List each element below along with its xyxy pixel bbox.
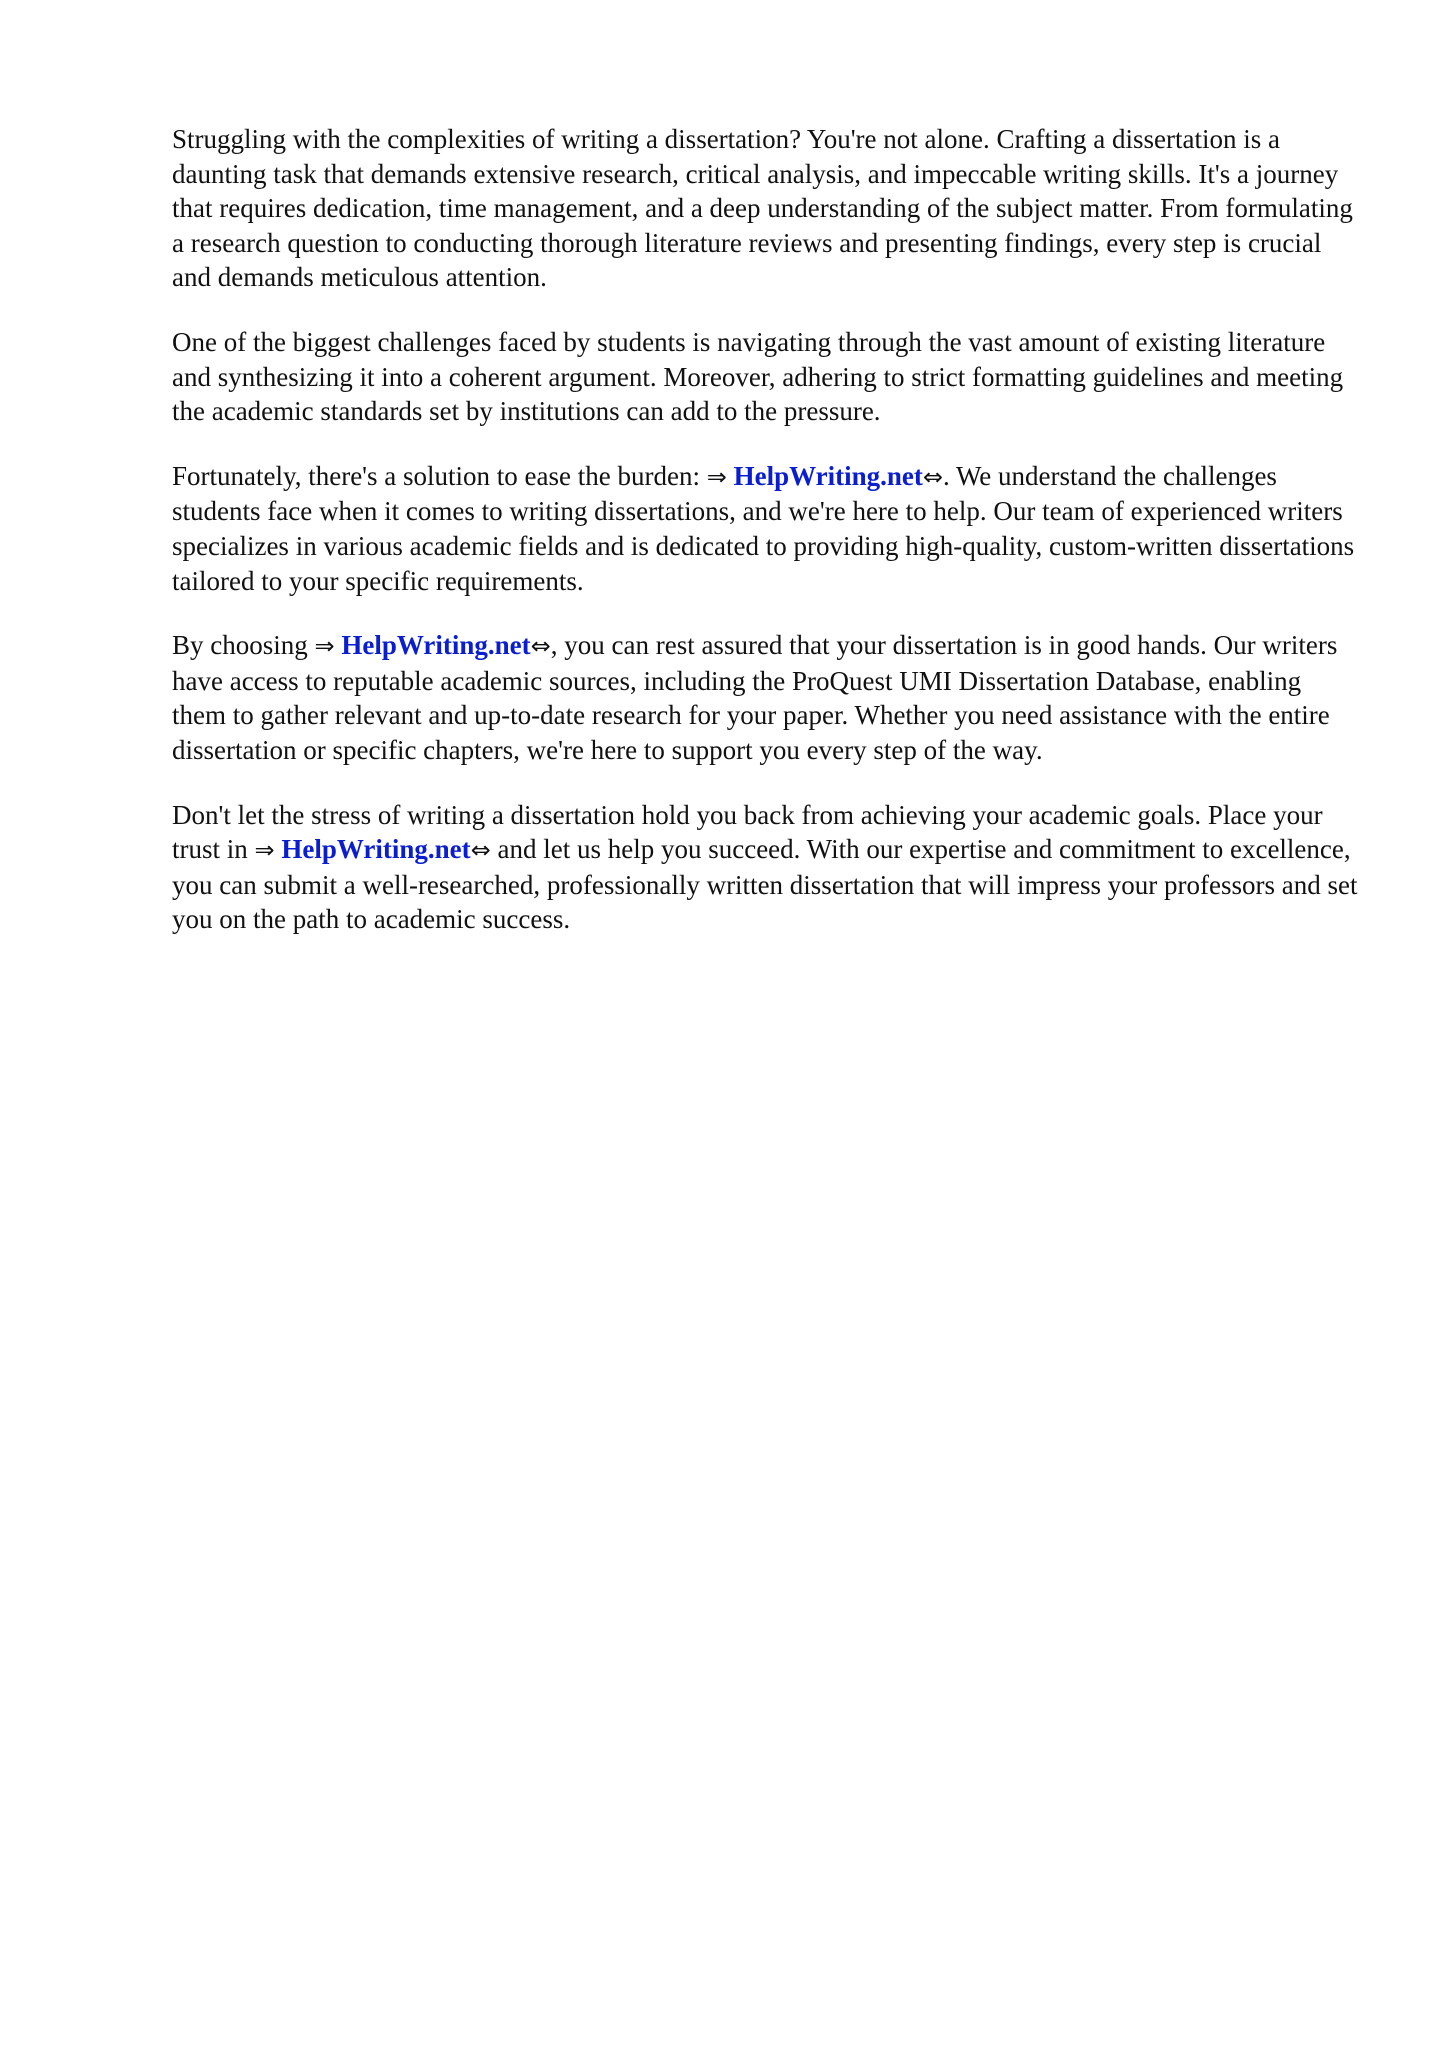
left-right-double-arrow-icon: ⇔ [530,632,551,661]
helpwriting-link[interactable]: HelpWriting.net [341,630,531,661]
paragraph-challenges [172,325,1360,429]
left-right-double-arrow-icon: ⇔ [922,462,943,491]
right-double-arrow-icon: ⇒ [254,836,275,865]
paragraph-text: Struggling with the complexities of writing a dissertation? You're not alone. Crafting a dissertation is a daunting task that demands extensive research, critical analysis, and impeccable writing skills. It's a journey that requires dedication, time management, and a deep understanding of the subject matter. From formulating a research question to conducting thorough literature reviews and presenting findings, every step is crucial and demands meticulous attention. [172,124,1353,293]
paragraph-closing [172,798,1360,937]
paragraph-text-after: and let us help you succeed. With our expertise and commitment to excellence, you can submit a well-researched, professionally written dissertation that will impress your professors and set you on the path to academic success. [172,834,1358,935]
left-right-double-arrow-icon: ⇔ [470,836,491,865]
paragraph-solution [172,459,1360,598]
paragraph-text-after: , you can rest assured that your dissertation is in good hands. Our writers have access to reputable academic sources, including the ProQuest UMI Dissertation Database, enabling them to gather relevant and up-to-date research for your paper. Whether you need assistance with the entire dissertation or specific chapters, we're here to support you every step of the way. [172,630,1338,765]
paragraph-choosing [172,628,1360,767]
paragraph-text-after: . We understand the challenges students face when it comes to writing dissertations, and we're here to help. Our team of experienced writers specializes in various academic fields and is dedicated to providing high-quality, custom-written dissertations tailored to your specific requirements. [172,460,1355,596]
right-double-arrow-icon: ⇒ [314,632,335,661]
paragraph-text-before: Fortunately, there's a solution to ease the burden: [172,460,707,491]
paragraph-text: One of the biggest challenges faced by students is navigating through the vast amount of existing literature and synthesizing it into a coherent argument. Moreover, adhering to strict formatting guidelines and meeting the academic standards set by institutions can add to the pressure. [172,326,1344,427]
helpwriting-link[interactable]: HelpWriting.net [733,460,923,491]
helpwriting-link[interactable]: HelpWriting.net [281,834,471,865]
paragraph-text-before: Don't let the stress of writing a dissertation hold you back from achieving your academic goals. Place your trust in [172,799,1323,865]
paragraph-text-before: By choosing [172,630,315,661]
paragraph-intro [172,122,1360,295]
document-body [172,122,1360,967]
right-double-arrow-icon: ⇒ [706,462,727,491]
